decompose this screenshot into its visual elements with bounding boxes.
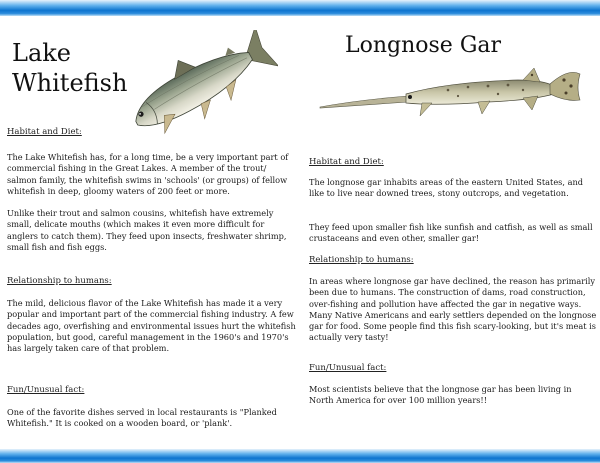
lake-whitefish-illustration [118, 30, 278, 135]
whitefish-habitat-paragraph-2: Unlike their trout and salmon cousins, whitefish have extremely small, delicate mouths (which makes it even more difficult for anglers to catch them). They feed upon insects, freshwater shrimp, small fish and fish eggs. [7, 208, 287, 252]
longnose-gar-illustration [318, 60, 583, 120]
top-blue-band [0, 0, 600, 16]
whitefish-fun-heading: Fun/Unusual fact: [7, 385, 85, 395]
gar-habitat-paragraph-2: They feed upon smaller fish like sunfish and catfish, as well as small crustaceans and even other, smaller gar! [309, 222, 593, 244]
whitefish-title [12, 38, 127, 98]
whitefish-fun-paragraph: One of the favorite dishes served in local restaurants is "Planked Whitefish." It is cooked on a wooden board, or 'plank'. [7, 407, 277, 429]
gar-relationship-paragraph: In areas where longnose gar have declined, the reason has primarily been due to humans. The construction of dams, road construction, over-fishing and pollution have affected the gar in negative ways. Many Native Americans and early settlers depended on the longnose gar for food. Some people find this fish scary-looking, but it's meat is actually very tasty! [309, 276, 597, 343]
whitefish-relationship-heading: Relationship to humans: [7, 276, 112, 286]
gar-habitat-paragraph-1: The longnose gar inhabits areas of the eastern United States, and like to live near downed trees, stony outcrops, and vegetation. [309, 177, 583, 199]
whitefish-habitat-heading: Habitat and Diet: [7, 127, 82, 137]
gar-title: Longnose Gar [345, 33, 502, 58]
gar-fun-paragraph: Most scientists believe that the longnose gar has been living in North America for over 100 million years!! [309, 384, 572, 406]
gar-habitat-heading: Habitat and Diet: [309, 157, 384, 167]
gar-fun-heading: Fun/Unusual fact: [309, 363, 387, 373]
whitefish-title-line1: Lake [12, 39, 71, 67]
whitefish-title-line2: Whitefish [12, 69, 128, 97]
bottom-blue-band [0, 449, 600, 463]
whitefish-habitat-paragraph-1: The Lake Whitefish has, for a long time, be a very important part of commercial fishing in the Great Lakes. A member of the trout/ salmon family, the whitefish swims in 'schools' (or groups) of fellow whitefish in deep, gloomy waters of 200 feet or more. [7, 152, 289, 196]
whitefish-relationship-paragraph: The mild, delicious flavor of the Lake Whitefish has made it a very popular and important part of the commercial fishing industry. A few decades ago, overfishing and environmental issues hurt the whitefish population, but good, careful management in the 1960's and 1970's has largely taken care of that problem. [7, 298, 296, 354]
gar-relationship-heading: Relationship to humans: [309, 255, 414, 265]
